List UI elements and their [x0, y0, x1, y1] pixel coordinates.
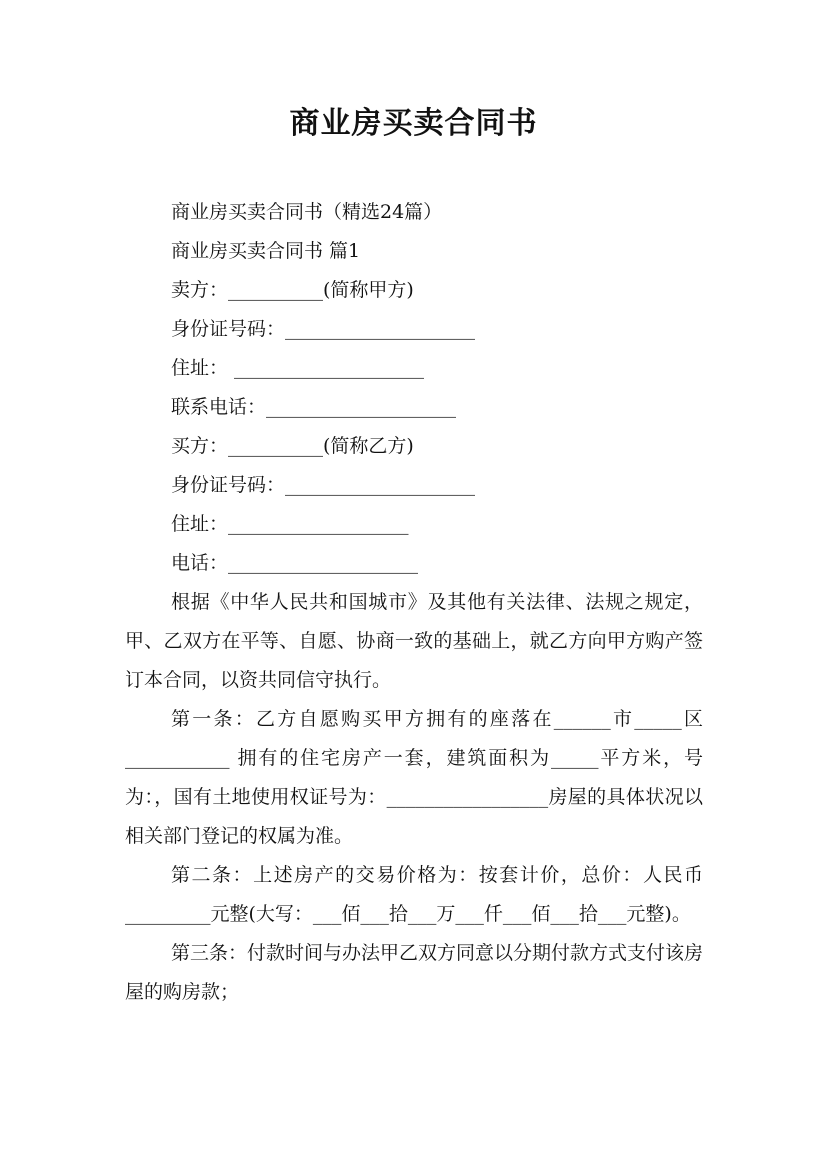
- seller-phone-field: 联系电话：____________________: [171, 396, 457, 418]
- article-1-paragraph: 第一条：乙方自愿购买甲方拥有的座落在______市_____区___________ 拥有的住宅房产一套，建筑面积为_____平方米，号为：，国有土地使用权证号为：_________________房屋的具体状况以相关部门登记的权属为准。: [125, 708, 703, 847]
- buyer-address-field: 住址：___________________: [171, 513, 409, 535]
- seller-id-field: 身份证号码：____________________: [171, 318, 476, 340]
- section-heading: 商业房买卖合同书 篇1: [171, 240, 361, 262]
- document-title: 商业房买卖合同书: [289, 106, 538, 141]
- buyer-id-field: 身份证号码：____________________: [171, 474, 476, 496]
- article-2-paragraph: 第二条：上述房产的交易价格为：按套计价，总价：人民币_________元整(大写：___佰___拾___万___仟___佰___拾___元整)。: [125, 864, 703, 925]
- seller-address-field: 住址： ____________________: [171, 357, 425, 379]
- document-body: [125, 193, 703, 1012]
- article-3-paragraph: 第三条：付款时间与办法甲乙双方同意以分期付款方式支付该房屋的购房款；: [125, 942, 704, 1003]
- seller-field: 卖方：__________(简称甲方): [171, 279, 414, 301]
- subtitle-line: 商业房买卖合同书（精选24篇）: [171, 201, 443, 223]
- preamble-paragraph: 根据《中华人民共和国城市》及其他有关法律、法规之规定，甲、乙双方在平等、自愿、协商一致的基础上，就乙方向甲方购产签订本合同，以资共同信守执行。: [125, 591, 703, 691]
- buyer-phone-field: 电话：____________________: [171, 552, 419, 574]
- buyer-field: 买方：__________(简称乙方): [171, 435, 414, 457]
